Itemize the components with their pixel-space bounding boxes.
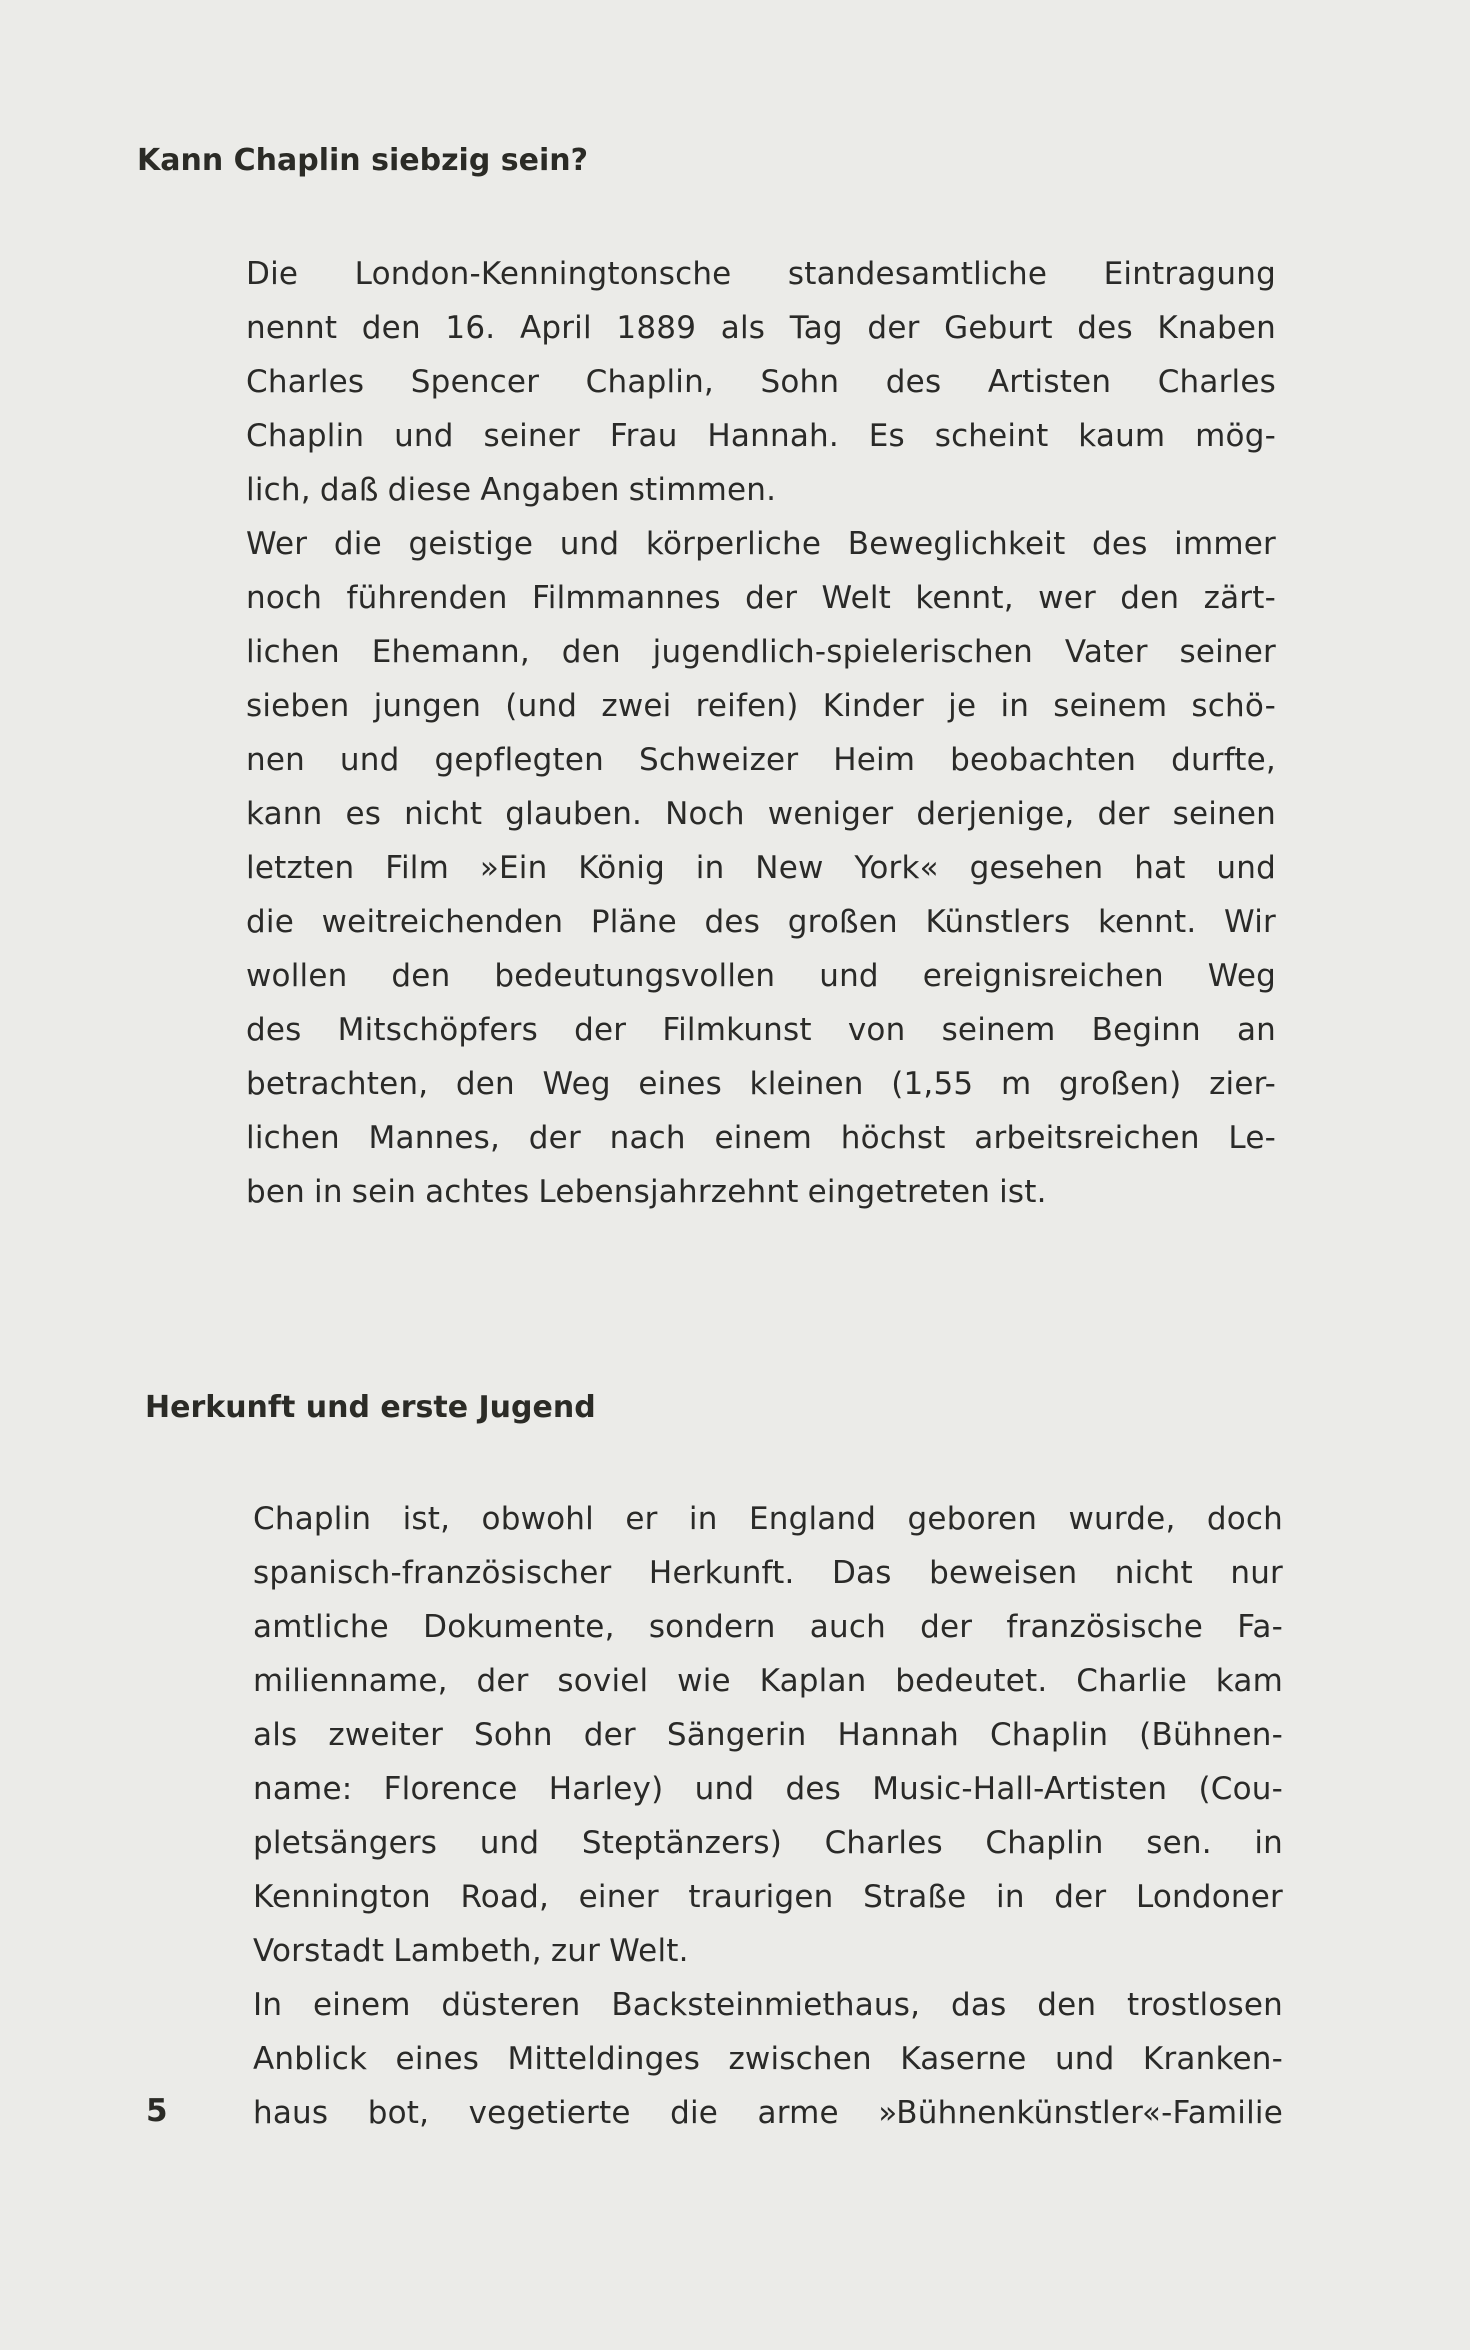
text-line: des Mitschöpfers der Filmkunst von seinem Beginn an [246, 1012, 1276, 1048]
text-line: amtliche Dokumente, sondern auch der französische Fa- [253, 1609, 1283, 1645]
text-line: als zweiter Sohn der Sängerin Hannah Chaplin (Bühnen- [253, 1717, 1283, 1753]
text-line: lichen Ehemann, den jugendlich-spielerischen Vater seiner [246, 634, 1276, 670]
page-number: 5 [146, 2093, 168, 2129]
text-line: sieben jungen (und zwei reifen) Kinder je in seinem schö- [246, 688, 1276, 724]
text-line: betrachten, den Weg eines kleinen (1,55 m großen) zier- [246, 1066, 1276, 1102]
text-line: lich, daß diese Angaben stimmen. [246, 472, 777, 508]
text-line: Anblick eines Mitteldinges zwischen Kaserne und Kranken- [253, 2041, 1283, 2077]
text-line: Vorstadt Lambeth, zur Welt. [253, 1933, 689, 1969]
text-line: die weitreichenden Pläne des großen Künstlers kennt. Wir [246, 904, 1276, 940]
text-line: In einem düsteren Backsteinmiethaus, das den trostlosen [253, 1987, 1283, 2023]
text-line: nen und gepflegten Schweizer Heim beobachten durfte, [246, 742, 1276, 778]
section-heading: Herkunft und erste Jugend [145, 1390, 596, 1425]
text-line: milienname, der soviel wie Kaplan bedeutet. Charlie kam [253, 1663, 1283, 1699]
text-line: wollen den bedeutungsvollen und ereignisreichen Weg [246, 958, 1276, 994]
text-line: Die London-Kenningtonsche standesamtliche Eintragung [246, 256, 1276, 292]
text-line: Kennington Road, einer traurigen Straße in der Londoner [253, 1879, 1283, 1915]
text-line: noch führenden Filmmannes der Welt kennt, wer den zärt- [246, 580, 1276, 616]
text-line: pletsängers und Steptänzers) Charles Chaplin sen. in [253, 1825, 1283, 1861]
text-line: nennt den 16. April 1889 als Tag der Geburt des Knaben [246, 310, 1276, 346]
section-heading: Kann Chaplin siebzig sein? [137, 143, 588, 178]
text-line: haus bot, vegetierte die arme »Bühnenkünstler«-Familie [253, 2095, 1283, 2131]
section-body [253, 1499, 1283, 2147]
text-line: Charles Spencer Chaplin, Sohn des Artisten Charles [246, 364, 1276, 400]
text-line: kann es nicht glauben. Noch weniger derjenige, der seinen [246, 796, 1276, 832]
text-line: Wer die geistige und körperliche Beweglichkeit des immer [246, 526, 1276, 562]
text-line: lichen Mannes, der nach einem höchst arbeitsreichen Le- [246, 1120, 1276, 1156]
text-line: ben in sein achtes Lebensjahrzehnt eingetreten ist. [246, 1174, 1047, 1210]
text-line: spanisch-französischer Herkunft. Das beweisen nicht nur [253, 1555, 1283, 1591]
text-line: name: Florence Harley) und des Music-Hall-Artisten (Cou- [253, 1771, 1283, 1807]
text-line: letzten Film »Ein König in New York« gesehen hat und [246, 850, 1276, 886]
text-line: Chaplin und seiner Frau Hannah. Es scheint kaum mög- [246, 418, 1276, 454]
section-body [246, 254, 1276, 1226]
text-line: Chaplin ist, obwohl er in England geboren wurde, doch [253, 1501, 1283, 1537]
